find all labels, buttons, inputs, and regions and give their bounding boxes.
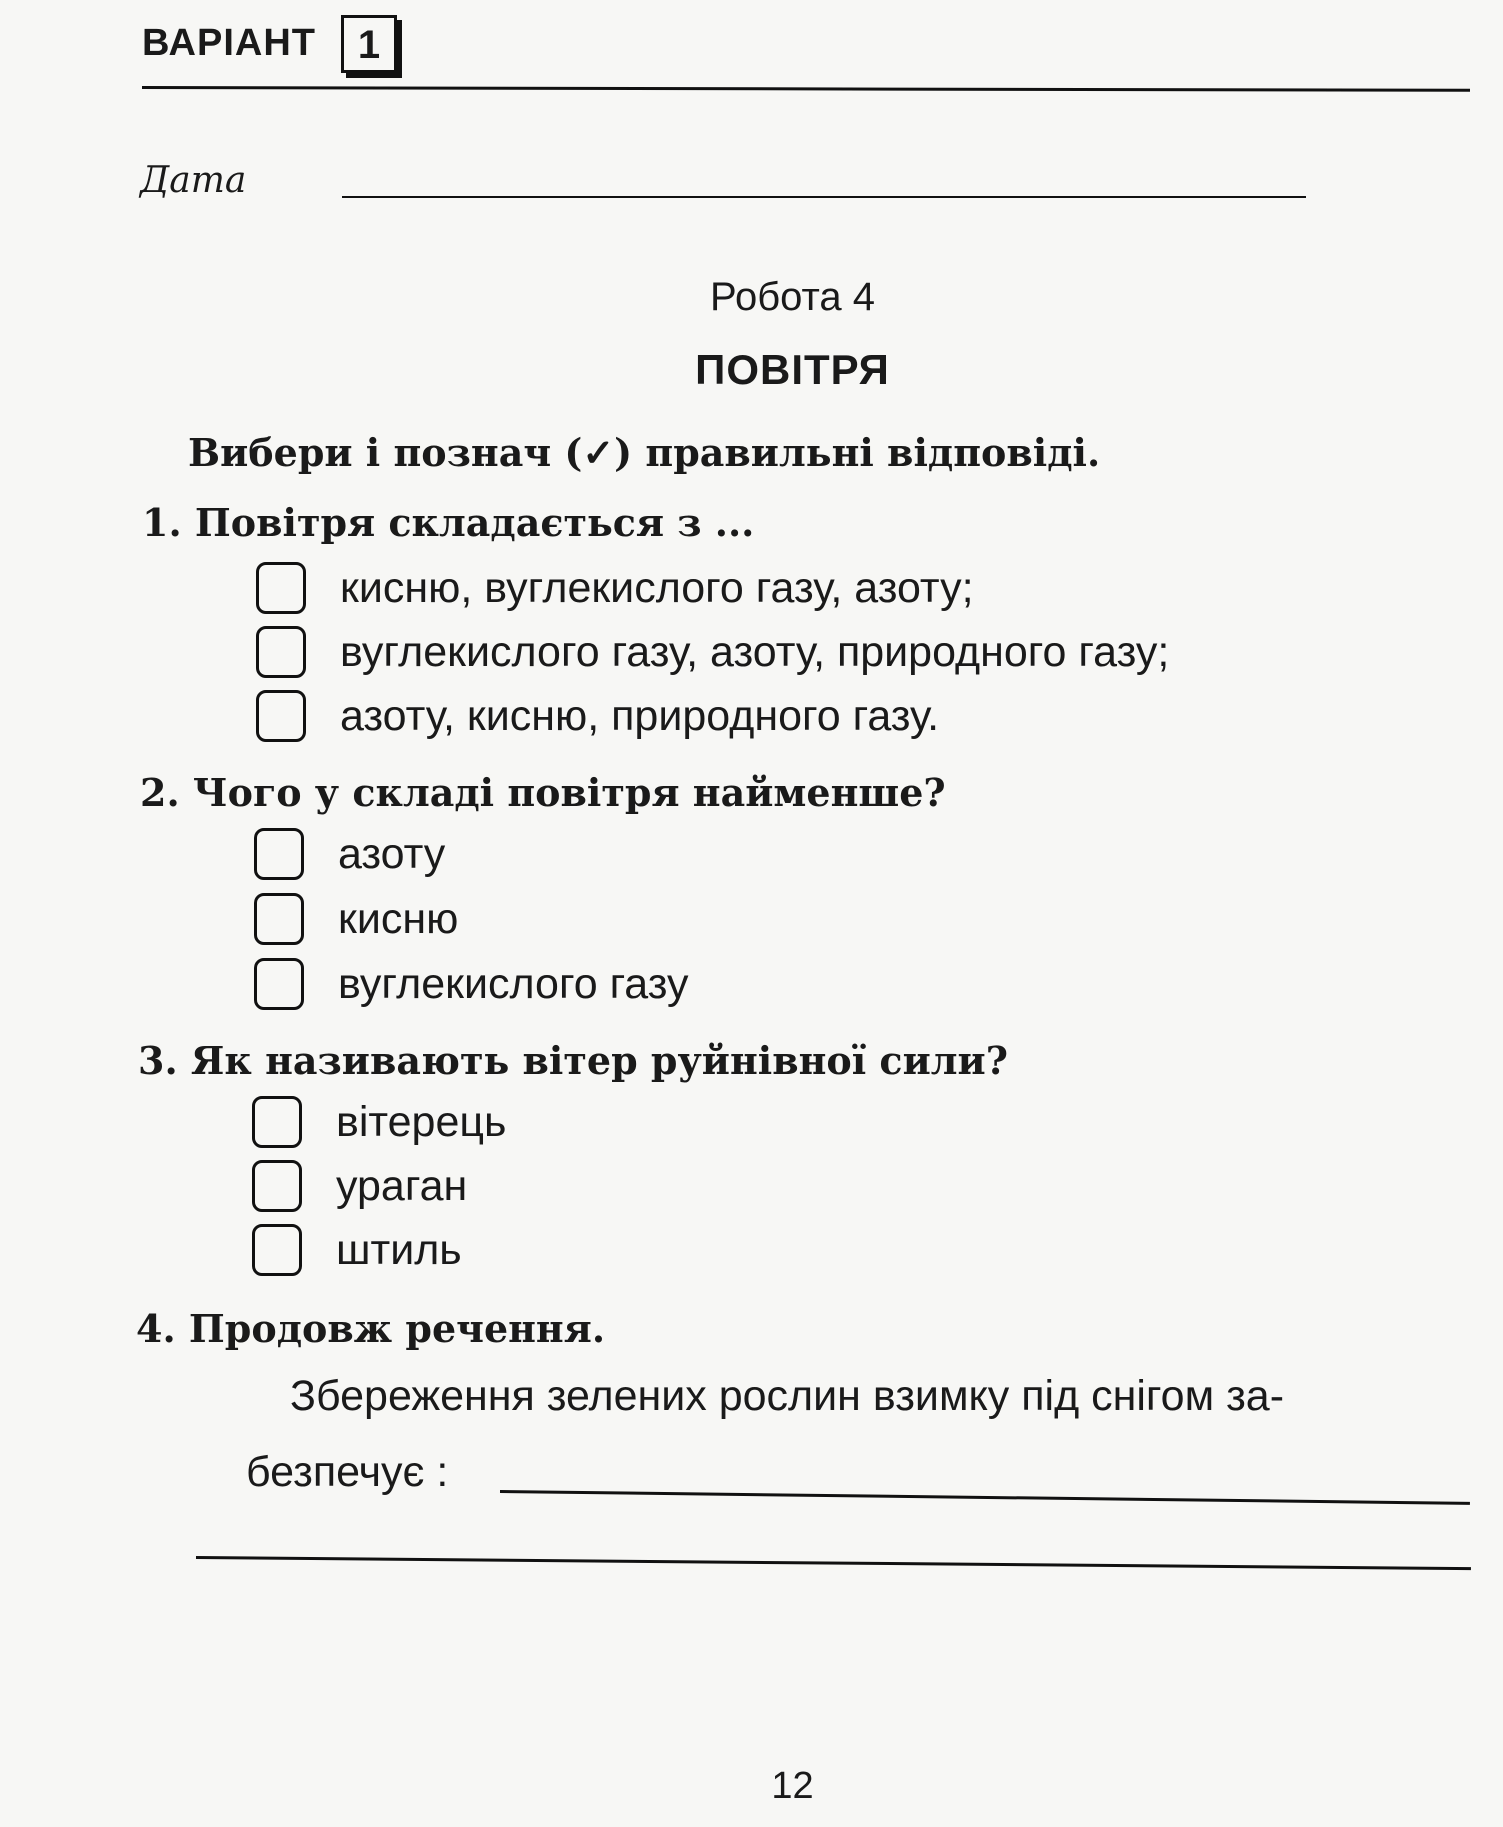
option-label: вуглекислого газу, азоту, природного газу; [340,627,1170,676]
option-label: азоту [338,829,446,878]
option-label: ураган [336,1161,468,1210]
checkbox[interactable] [252,1160,302,1212]
checkbox[interactable] [254,828,304,880]
answer-line-2[interactable] [196,1556,1471,1570]
question-3: 3. Як називають вітер руйнівної сили? [138,1038,1008,1083]
checkbox[interactable] [256,690,306,742]
instruction: Вибери і познач (✓) правильні відповіді. [188,430,1101,475]
question-3-option-3[interactable] [252,1224,462,1276]
work-title: ПОВІТРЯ [695,346,890,393]
checkbox[interactable] [254,893,304,945]
checkbox[interactable] [252,1224,302,1276]
question-3-option-2[interactable] [252,1160,467,1212]
option-label: кисню [338,894,459,943]
checkbox[interactable] [254,958,304,1010]
question-1: 1. Повітря складається з ... [142,500,755,545]
question-3-option-1[interactable] [252,1096,506,1148]
checkbox[interactable] [256,626,306,678]
sentence-line-2: безпечує : [246,1448,449,1496]
option-label: вуглекислого газу [338,959,689,1008]
checkbox[interactable] [256,562,306,614]
question-1-option-3[interactable] [256,690,939,742]
option-label: штиль [336,1225,462,1274]
question-2-option-2[interactable] [254,893,458,945]
variant-number-box: 1 [341,15,397,73]
question-2-option-3[interactable] [254,958,688,1010]
date-label: Дата [140,160,247,201]
question-2-option-1[interactable] [254,828,445,880]
work-number: Робота 4 [710,275,875,319]
sentence-line-1: Збереження зелених рослин взимку під снігом за- [290,1372,1285,1420]
question-4: 4. Продовж речення. [136,1306,606,1351]
option-label: вітерець [336,1097,507,1146]
option-label: кисню, вуглекислого газу, азоту; [340,563,974,612]
header-rule [142,86,1470,92]
question-2: 2. Чого у складі повітря найменше? [140,770,946,815]
checkbox[interactable] [252,1096,302,1148]
question-1-option-2[interactable] [256,626,1169,678]
answer-line-1[interactable] [500,1490,1470,1505]
question-1-option-1[interactable] [256,562,974,614]
page-number: 12 [771,1765,814,1807]
date-input-line[interactable] [342,196,1306,198]
variant-label: ВАРІАНТ [142,22,316,64]
option-label: азоту, кисню, природного газу. [340,691,940,740]
